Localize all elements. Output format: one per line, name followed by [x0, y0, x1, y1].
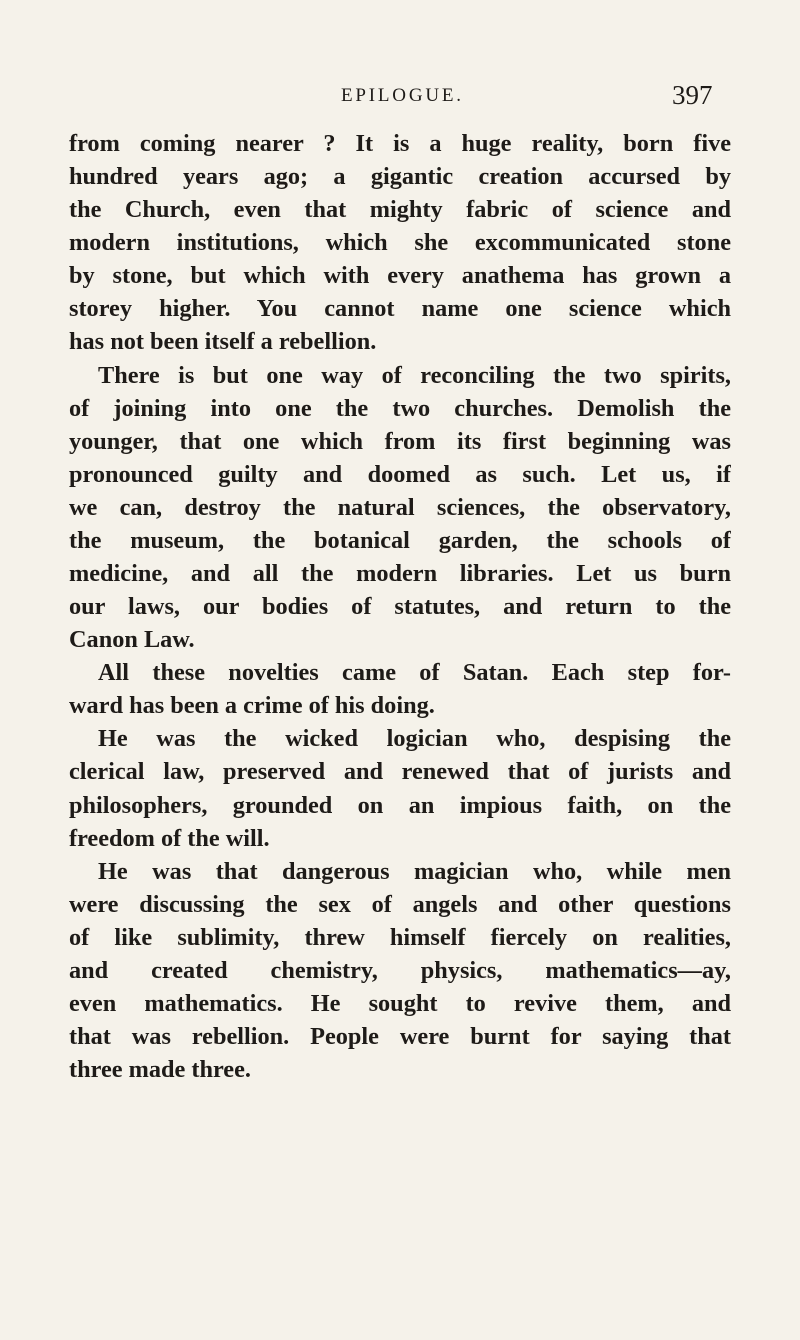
- paragraph: [69, 656, 731, 722]
- text-line: by stone, but which with every anathema has grown a: [69, 262, 731, 290]
- body-text: [69, 127, 731, 1086]
- text-line: All these novelties came of Satan. Each step for-: [98, 659, 731, 687]
- paragraph: [69, 127, 731, 359]
- page-number: 397: [672, 80, 713, 110]
- text-line: has not been itself a rebellion.: [69, 328, 377, 356]
- text-line: even mathematics. He sought to revive them, and: [69, 990, 731, 1018]
- text-line: the Church, even that mighty fabric of science and: [69, 196, 731, 224]
- text-line: There is but one way of reconciling the two spirits,: [98, 361, 731, 389]
- text-line: from coming nearer ? It is a huge reality, born five: [69, 130, 731, 157]
- text-line: the museum, the botanical garden, the schools of: [69, 526, 731, 554]
- paragraph: [69, 359, 731, 657]
- text-line: that was rebellion. People were burnt for saying that: [69, 1023, 731, 1051]
- text-line: clerical law, preserved and renewed that of jurists and: [69, 758, 731, 786]
- text-line: pronounced guilty and doomed as such. Let us, if: [69, 460, 731, 488]
- text-line: our laws, our bodies of statutes, and return to the: [69, 593, 731, 621]
- running-head: [0, 80, 800, 117]
- text-line: were discussing the sex of angels and other questions: [69, 890, 731, 918]
- text-line: and created chemistry, physics, mathematics—ay,: [69, 956, 731, 984]
- text-line: modern institutions, which she excommunicated stone: [69, 229, 731, 257]
- text-line: He was the wicked logician who, despising the: [98, 725, 731, 753]
- paragraph: [69, 855, 731, 1087]
- running-title: EPILOGUE.: [341, 85, 464, 106]
- text-line: He was that dangerous magician who, while men: [98, 857, 731, 885]
- text-line: medicine, and all the modern libraries. Let us burn: [69, 560, 731, 588]
- text-line: younger, that one which from its first beginning was: [69, 427, 731, 455]
- text-line: ward has been a crime of his doing.: [69, 692, 435, 720]
- text-line: of like sublimity, threw himself fiercely on realities,: [69, 923, 731, 951]
- text-line: philosophers, grounded on an impious faith, on the: [69, 791, 731, 819]
- text-line: storey higher. You cannot name one science which: [69, 295, 731, 323]
- text-line: of joining into one the two churches. Demolish the: [69, 394, 731, 422]
- text-line: hundred years ago; a gigantic creation accursed by: [69, 163, 731, 191]
- text-line: we can, destroy the natural sciences, the observatory,: [69, 493, 731, 521]
- paragraph: [69, 722, 731, 854]
- text-line: three made three.: [69, 1056, 251, 1084]
- text-line: Canon Law.: [69, 626, 195, 654]
- text-line: freedom of the will.: [69, 824, 270, 852]
